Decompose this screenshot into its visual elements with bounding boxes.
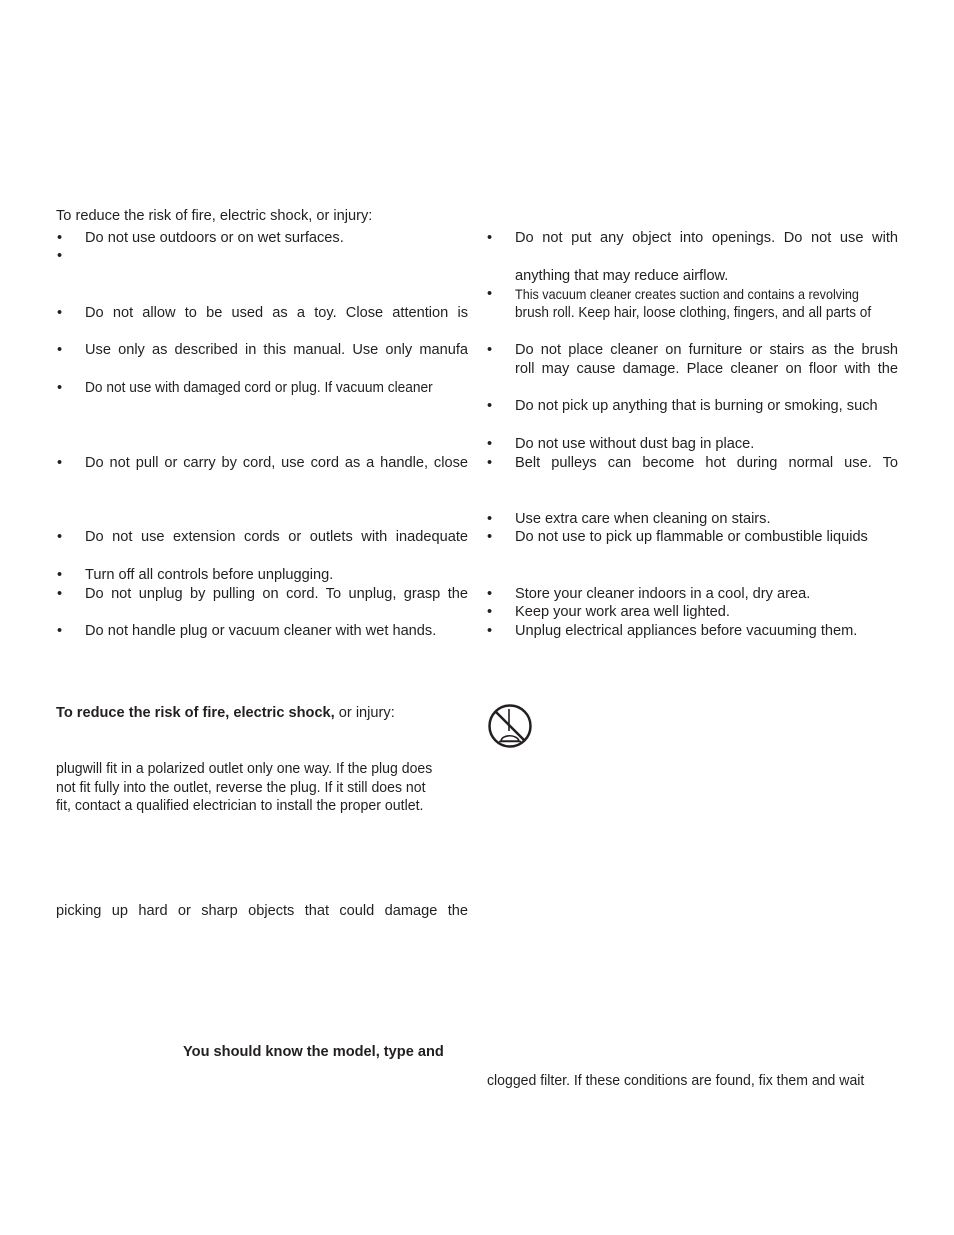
bullet: • xyxy=(487,436,493,452)
safety-item-wet-hands: Do not handle plug or vacuum cleaner with wet hands. xyxy=(85,623,437,639)
safety-item-pull-cord: Do not pull or carry by cord, use cord as a handle, close xyxy=(85,455,468,471)
polarized-plug-line2: not fit fully into the outlet, reverse the plug. If it still does not xyxy=(56,780,426,796)
safety-item-flammable: Do not use to pick up flammable or combustible liquids xyxy=(515,529,868,545)
bullet: • xyxy=(487,604,493,620)
safety-item-damaged-cord: Do not use with damaged cord or plug. If vacuum cleaner xyxy=(85,380,433,396)
bullet: • xyxy=(57,248,63,264)
bullet: • xyxy=(487,623,493,639)
bullet: • xyxy=(57,342,63,358)
bullet: • xyxy=(57,623,63,639)
section-intro-2 xyxy=(56,704,395,722)
polarized-plug-line3: fit, contact a qualified electrician to install the proper outlet. xyxy=(56,798,424,814)
section-intro-2-bold: To reduce the risk of fire, electric shock, xyxy=(56,705,335,721)
bullet: • xyxy=(487,230,493,246)
bullet: • xyxy=(487,586,493,602)
safety-item-suction: This vacuum cleaner creates suction and contains a revolving xyxy=(515,286,859,302)
bullet: • xyxy=(57,305,63,321)
bullet: • xyxy=(57,455,63,471)
bullet: • xyxy=(57,529,63,545)
clogged-filter-text: clogged filter. If these conditions are found, fix them and wait xyxy=(487,1073,865,1089)
bullet: • xyxy=(57,230,63,246)
bullet: • xyxy=(487,286,493,302)
bullet: • xyxy=(487,455,493,471)
bullet: • xyxy=(57,380,63,396)
safety-item-toy: Do not allow to be used as a toy. Close attention is xyxy=(85,305,468,321)
section-intro-2-rest: or injury: xyxy=(334,705,395,721)
safety-item-turn-off: Turn off all controls before unplugging. xyxy=(85,567,334,583)
safety-item-openings: Do not put any object into openings. Do not use with xyxy=(515,230,898,246)
safety-item-burning: Do not pick up anything that is burning or smoking, such xyxy=(515,398,878,414)
safety-item-manual: Use only as described in this manual. Use only manufa xyxy=(85,342,468,358)
safety-item-openings-cont: anything that may reduce airflow. xyxy=(515,268,729,284)
safety-item-extension-cords: Do not use extension cords or outlets with inadequate xyxy=(85,529,468,545)
safety-item-unplug-appliances: Unplug electrical appliances before vacuuming them. xyxy=(515,623,858,639)
bullet: • xyxy=(487,342,493,358)
bullet: • xyxy=(487,398,493,414)
bullet: • xyxy=(487,529,493,545)
safety-item-dust-bag: Do not use without dust bag in place. xyxy=(515,436,755,452)
safety-item-suction-cont: brush roll. Keep hair, loose clothing, fingers, and all parts of xyxy=(515,305,872,321)
bullet: • xyxy=(487,511,493,527)
safety-item-furniture-cont: roll may cause damage. Place cleaner on floor with the xyxy=(515,361,898,377)
safety-intro: To reduce the risk of fire, electric shock, or injury: xyxy=(56,208,373,224)
safety-item-outdoors: Do not use outdoors or on wet surfaces. xyxy=(85,230,344,246)
bullet: • xyxy=(57,586,63,602)
safety-item-store: Store your cleaner indoors in a cool, dry area. xyxy=(515,586,811,602)
picking-up-text: picking up hard or sharp objects that could damage the xyxy=(56,903,468,919)
safety-item-stairs: Use extra care when cleaning on stairs. xyxy=(515,511,771,527)
safety-item-lighting: Keep your work area well lighted. xyxy=(515,604,730,620)
safety-item-belt-pulleys: Belt pulleys can become hot during normal use. To xyxy=(515,455,898,471)
no-vacuum-prohibition-icon xyxy=(487,703,533,749)
model-info-bold: You should know the model, type and xyxy=(183,1044,444,1060)
safety-item-unplug: Do not unplug by pulling on cord. To unplug, grasp the xyxy=(85,586,468,602)
bullet: • xyxy=(57,567,63,583)
polarized-plug-line1: plugwill fit in a polarized outlet only one way. If the plug does xyxy=(56,761,433,777)
safety-item-furniture: Do not place cleaner on furniture or stairs as the brush xyxy=(515,342,898,358)
model-info-text xyxy=(183,1043,444,1061)
